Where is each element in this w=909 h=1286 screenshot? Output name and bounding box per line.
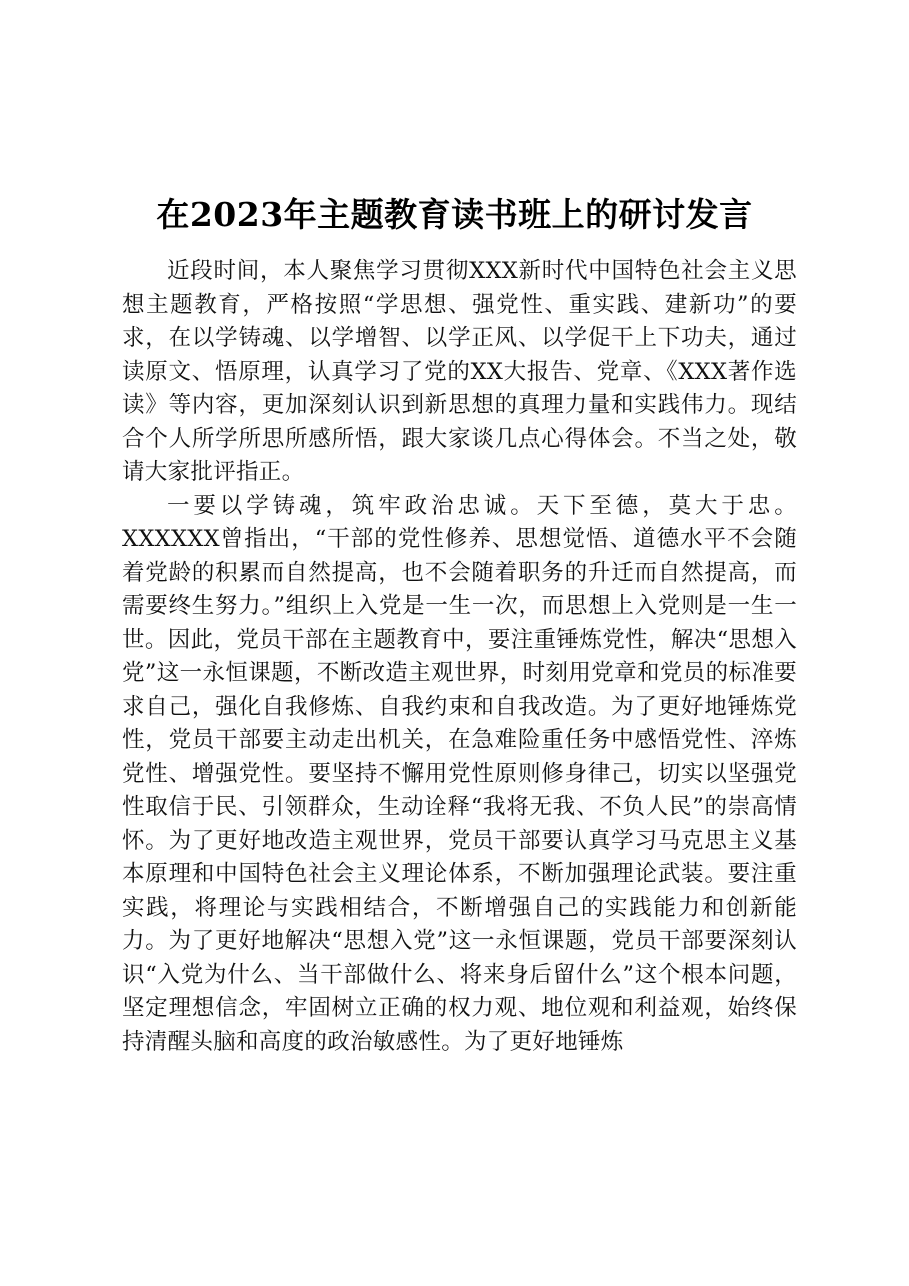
document-title: 在2023年主题教育读书班上的研讨发言 <box>156 195 753 234</box>
paragraph-intro: 近段时间，本人聚焦学习贯彻XXX新时代中国特色社会主义思想主题教育，严格按照“学思想、强党性、重实践、建新功”的要求，在以学铸魂、以学增智、以学正风、以学促干上下功夫，通过读原文、悟原理，认真学习了党的XX大报告、党章、《XXX著作选读》等内容，更加深刻认识到新思想的真理力量和实践伟力。现结合个人所学所思所感所悟，跟大家谈几点心得体会。不当之处，敬请大家批评指正。 <box>122 258 797 485</box>
paragraph-point-one: 一要以学铸魂，筑牢政治忠诚。天下至德，莫大于忠。XXXXXX曾指出，“干部的党性修养、思想觉悟、道德水平不会随着党龄的积累而自然提高，也不会随着职务的升迁而自然提高，而需要终生努力。”组织上入党是一生一次，而思想上入党则是一生一世。因此，党员干部在主题教育中，要注重锤炼党性，解决“思想入党”这一永恒课题，不断改造主观世界，时刻用党章和党员的标准要求自己，强化自我修炼、自我约束和自我改造。为了更好地锤炼党性，党员干部要主动走出机关，在急难险重任务中感悟党性、淬炼党性、增强党性。要坚持不懈用党性原则修身律己，切实以坚强党性取信于民、引领群众，生动诠释“我将无我、不负人民”的崇高情怀。为了更好地改造主观世界，党员干部要认真学习马克思主义基本原理和中国特色社会主义理论体系，不断加强理论武装。要注重实践，将理论与实践相结合，不断增强自己的实践能力和创新能力。为了更好地解决“思想入党”这一永恒课题，党员干部要深刻认识“入党为什么、当干部做什么、将来身后留什么”这个根本问题，坚定理想信念，牢固树立正确的权力观、地位观和利益观，始终保持清醒头脑和高度的政治敏感性。为了更好地锤炼 <box>122 492 797 1055</box>
document-body <box>122 255 797 1059</box>
